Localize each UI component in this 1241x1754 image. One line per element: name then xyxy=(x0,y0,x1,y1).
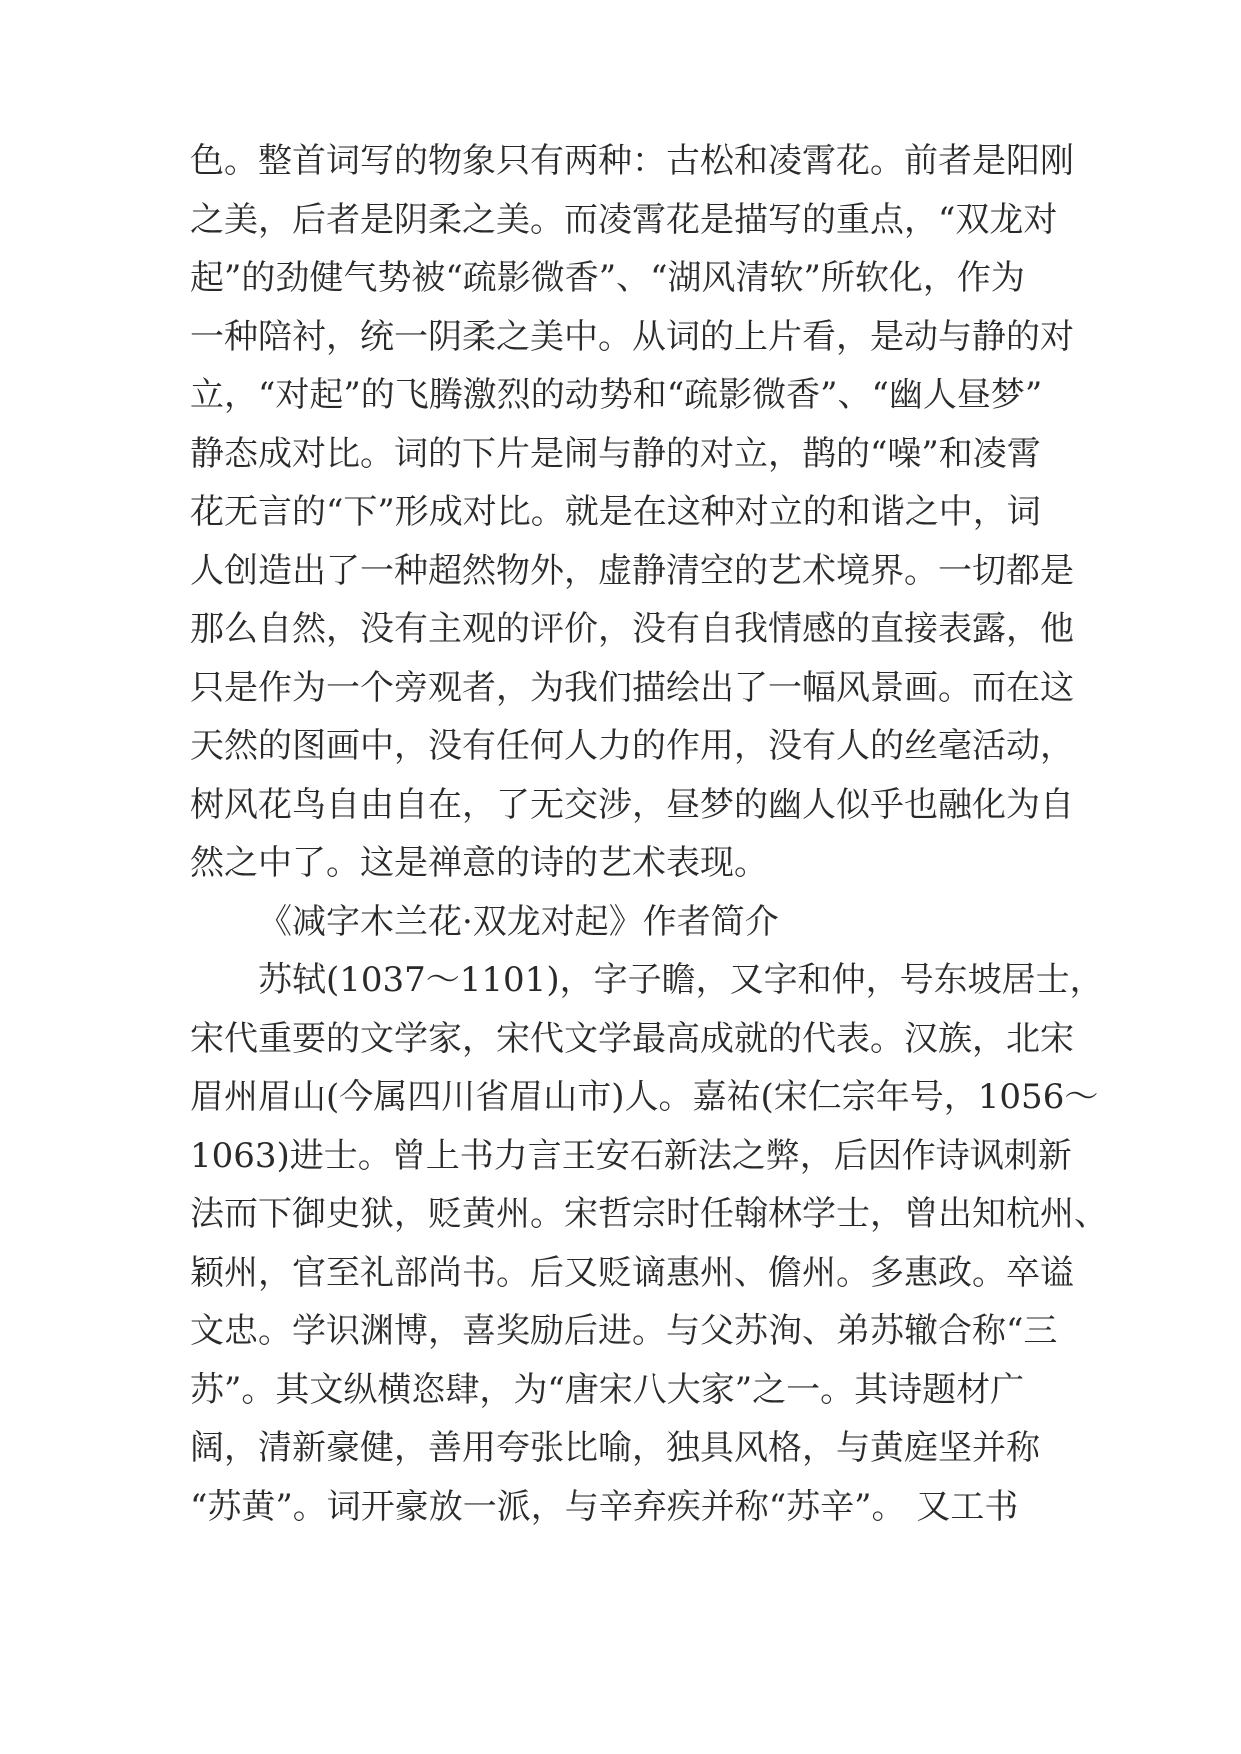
text-line: 一种陪衬，统一阴柔之美中。从词的上片看，是动与静的对 xyxy=(190,316,1074,357)
text-line: 天然的图画中，没有任何人力的作用，没有人的丝毫活动， xyxy=(190,726,1074,766)
text-line: 苏”。其文纵横恣肆，为“唐宋八大家”之一。其诗题材广 xyxy=(190,1369,1025,1410)
author-bio-paragraph xyxy=(190,951,1108,1536)
text-line: 1063)进士。曾上书力言王安石新法之弊，后因作诗讽刺新 xyxy=(190,1135,1072,1176)
text-line: “苏黄”。词开豪放一派，与辛弃疾并称“苏辛”。 又工书 xyxy=(190,1486,1019,1527)
text-line: 人创造出了一种超然物外，虚静清空的艺术境界。一切都是 xyxy=(190,550,1074,591)
text-line: 苏轼(1037～1101)，字子瞻，又字和仲，号东坡居士， xyxy=(258,960,1104,1000)
text-line: 法而下御史狱，贬黄州。宋哲宗时任翰林学士，曾出知杭州、 xyxy=(190,1194,1108,1234)
section-heading: 《减字木兰花·双龙对起》作者简介 xyxy=(258,901,779,942)
text-line: 文忠。学识渊博，喜奖励后进。与父苏洵、弟苏辙合称“三 xyxy=(190,1311,1058,1351)
text-line: 立，“对起”的飞腾激烈的动势和“疏影微香”、“幽人昼梦” xyxy=(190,375,1043,415)
text-line: 色。整首词写的物象只有两种：古松和凌霄花。前者是阳刚 xyxy=(190,141,1074,181)
body-text xyxy=(190,132,1108,1536)
text-line: 阔，清新豪健，善用夸张比喻，独具风格，与黄庭坚并称 xyxy=(190,1428,1040,1468)
text-line: 宋代重要的文学家，宋代文学最高成就的代表。汉族，北宋 xyxy=(190,1018,1074,1059)
text-line: 起”的劲健气势被“疏影微香”、“湖风清软”所软化，作为 xyxy=(190,258,1025,298)
text-line: 眉州眉山(今属四川省眉山市)人。嘉祐(宋仁宗年号，1056～ xyxy=(190,1077,1099,1117)
text-line: 静态成对比。词的下片是闹与静的对立，鹊的“噪”和凌霄 xyxy=(190,433,1041,474)
text-line: 只是作为一个旁观者，为我们描绘出了一幅风景画。而在这 xyxy=(190,667,1074,708)
commentary-paragraph xyxy=(190,132,1074,893)
text-line: 那么自然，没有主观的评价，没有自我情感的直接表露，他 xyxy=(190,609,1074,649)
text-line: 颖州，官至礼部尚书。后又贬谪惠州、儋州。多惠政。卒谥 xyxy=(190,1252,1074,1293)
text-line: 然之中了。这是禅意的诗的艺术表现。 xyxy=(190,843,768,883)
text-line: 之美，后者是阴柔之美。而凌霄花是描写的重点，“双龙对 xyxy=(190,199,1058,240)
text-line: 花无言的“下”形成对比。就是在这种对立的和谐之中，词 xyxy=(190,492,1041,532)
text-line: 树风花鸟自由自在，了无交涉，昼梦的幽人似乎也融化为自 xyxy=(190,784,1074,825)
